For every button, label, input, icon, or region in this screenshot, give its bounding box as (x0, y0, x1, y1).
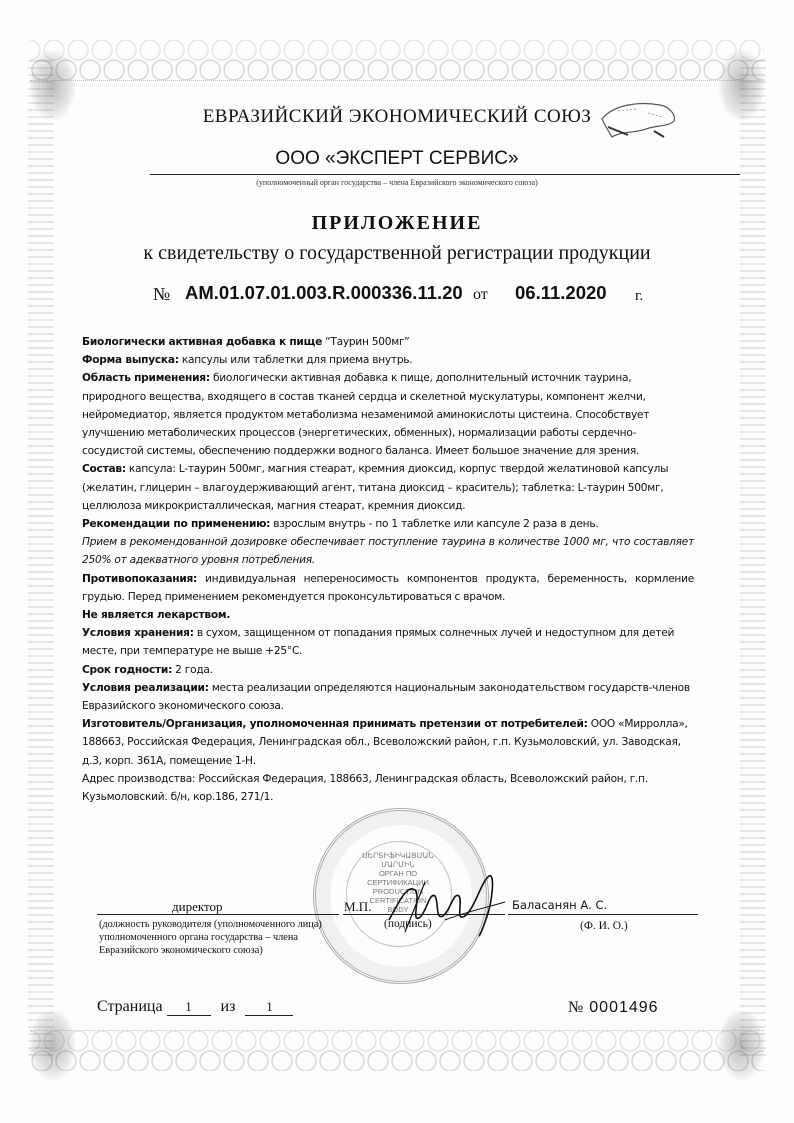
signature-caption: (подпись) (384, 918, 432, 930)
certificate-date: 06.11.2020 (515, 282, 607, 303)
page-of-label: из (220, 998, 236, 1015)
section-label: Область применения: (82, 372, 210, 385)
section-text: биологически активная добавка к пище, дополнительный источник таурина, природного вещества, входящего в состав тканей сердца и скелетной мускулатуры, компонент желчи, нейромедиатор, является продуктом метаболизма незаменимой аминокислоты цистеина. Способствует улучшению метаболических процессов (энергетических, обменных), нормализации работы сердечно-сосудистой системы, обеспечению поддержки водного баланса. Имеет большое значение для зрения. (82, 372, 650, 458)
section-storage (82, 624, 694, 660)
product-description (82, 333, 694, 806)
section-shelf-life (82, 661, 694, 679)
organization-note: (уполномоченный орган государства – члена Евразийского экономического союза) (256, 178, 538, 187)
stamp-line: ՄԱՐՄԻՆ (381, 860, 415, 869)
decorative-border-bottom (30, 1030, 764, 1071)
section-label: Условия хранения: (82, 627, 194, 640)
number-sign: № (153, 284, 171, 304)
section-text: в сухом, защищенном от попадания прямых солнечных лучей и недоступном для детей месте, при температуре не выше +25°С. (82, 627, 675, 658)
header-divider (150, 174, 740, 175)
section-label: Рекомендации по применению: (82, 518, 271, 531)
decorative-border-right (740, 60, 766, 1060)
year-suffix: г. (635, 288, 644, 304)
section-label: Изготовитель/Организация, уполномоченная принимать претензии от потребителей: (82, 718, 588, 731)
organization-name: ООО «ЭКСПЕРТ СЕРВИС» (275, 148, 519, 169)
section-label: Не является лекарством. (82, 609, 231, 622)
section-production-address (82, 770, 694, 806)
stamp-place-label: М.П. (344, 899, 372, 914)
eaeu-map-emblem-icon (598, 97, 678, 147)
section-text: “Таурин 500мг” (322, 336, 410, 348)
page-label: Страница (97, 998, 163, 1015)
section-manufacturer (82, 715, 694, 770)
section-label: Форма выпуска: (82, 354, 179, 367)
section-not-medicine (82, 606, 694, 624)
section-application (82, 369, 694, 460)
corner-ornament (30, 1010, 75, 1080)
serial-value: 0001496 (589, 999, 659, 1016)
name-underline (508, 914, 698, 915)
section-text: Прием в рекомендованной дозировке обеспечивает поступление таурина в количестве 1000 мг, что составляет 250% от адекватного уровня потребления. (82, 536, 694, 567)
stamp-line: CERTIFICATION (369, 896, 427, 905)
section-release-form (82, 351, 694, 369)
decorative-border-left (28, 60, 54, 1060)
section-contraindications (82, 570, 694, 606)
form-serial-number (568, 999, 659, 1017)
from-label: от (473, 286, 488, 303)
eaeu-heading: ЕВРАЗИЙСКИЙ ЭКОНОМИЧЕСКИЙ СОЮЗ (202, 106, 592, 127)
signer-name: Баласанян А. С. (512, 898, 608, 912)
stamp-line: PRODUCTION (372, 887, 424, 896)
section-text: капсула: L-таурин 500мг, магния стеарат, кремния диоксид, корпус твердой желатиновой капсулы (желатин, глицерин – влагоудерживающий агент, титана диоксид – краситель); таблетка: L-таурин 500мг, целлюлоза микрокристаллическая, магния стеарат, кремния диоксид. (82, 463, 669, 512)
section-composition (82, 460, 694, 515)
number-sign: № (568, 999, 584, 1016)
decorative-border-top (30, 40, 764, 81)
signer-position: директор (172, 899, 223, 914)
document-title: ПРИЛОЖЕНИЕ (311, 212, 483, 234)
section-text: взрослым внутрь - по 1 таблетке или капсуле 2 раза в день. (270, 518, 599, 531)
section-sale-conditions (82, 679, 694, 715)
section-label: Срок годности: (82, 663, 173, 676)
position-caption: (должность руководителя (уполномоченного лица) уполномоченного органа государства – члена Евразийского экономического союза) (99, 919, 322, 956)
section-recommendations (82, 515, 694, 533)
page-current: 1 (167, 999, 211, 1016)
section-dosage-note (82, 533, 694, 569)
page-indicator (97, 998, 293, 1016)
section-product-name (82, 333, 694, 351)
stamp-line: BODY (387, 905, 409, 914)
corner-ornament (719, 1010, 764, 1080)
stamp-line: ОРГАН ПО (378, 869, 418, 878)
name-caption: (Ф. И. О.) (580, 920, 628, 932)
certificate-number: AM.01.07.01.003.R.000336.11.20 (185, 282, 463, 303)
section-text: капсулы или таблетки для приема внутрь. (178, 354, 413, 367)
section-label: Состав: (82, 463, 126, 476)
section-text: 2 года. (172, 663, 213, 676)
section-label: Биологически активная добавка к пище (82, 336, 322, 348)
stamp-line: ՍԵՐՏԻՖԻԿԱՑՄԱՆ (362, 851, 434, 860)
section-text: места реализации определяются национальным законодательством государств-членов Евразийского экономического союза. (82, 681, 690, 713)
stamp-line: СЕРТИФИКАЦИИ (367, 878, 429, 887)
section-label: Противопоказания: (82, 572, 198, 585)
section-text: ООО «Мирролла», 188663, Российская Федерация, Ленинградская обл., Всеволожский район, г.п. Кузьмоловский, ул. Заводская, д.3, корп. 361А, помещение 1-Н. (82, 718, 688, 767)
certificate-number-line (153, 282, 673, 310)
section-text: индивидуальная непереносимость компонентов продукта, беременность, кормление грудью. Перед применением рекомендуется проконсультироваться с врачом. (82, 572, 694, 603)
document-subtitle: к свидетельству о государственной регистрации продукции (143, 242, 651, 264)
section-text: Адрес производства: Российская Федерация, 188663, Ленинградская область, Всеволожский район, г.п. Кузьмоловский. б/н, кор.186, 271/1. (82, 772, 648, 804)
section-label: Условия реализации: (82, 681, 209, 694)
handwritten-signature-icon (385, 862, 515, 942)
page-total: 1 (245, 999, 293, 1016)
